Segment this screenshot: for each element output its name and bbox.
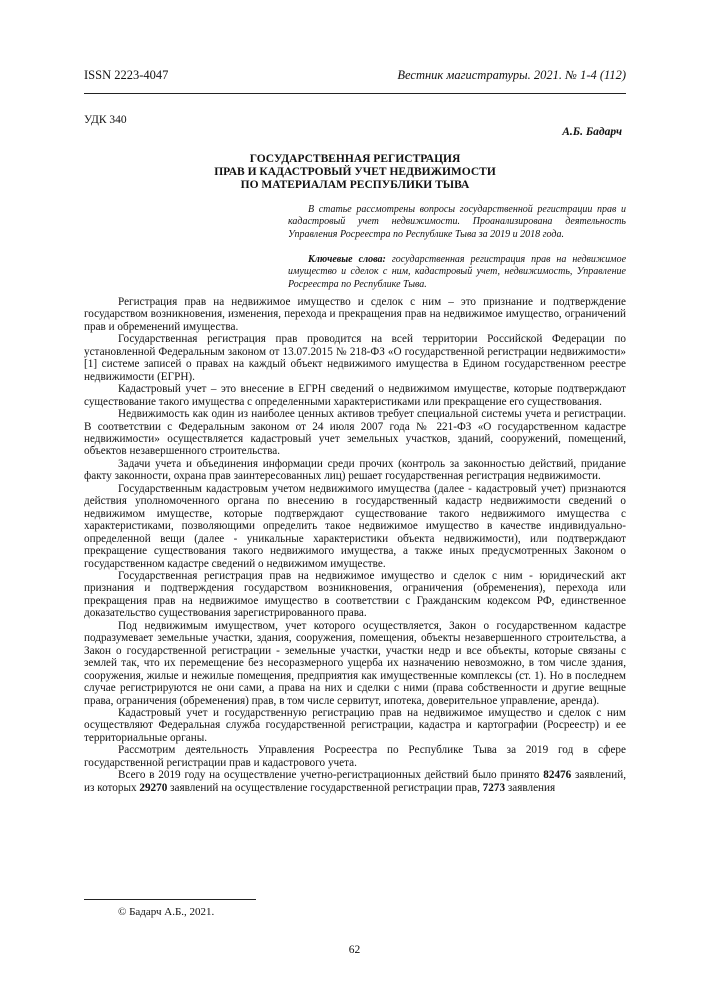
body-paragraph: Кадастровый учет – это внесение в ЕГРН сведений о недвижимом имуществе, которые подтверждают существование такого имущества с определенными характеристиками или прекращение его существования.	[84, 383, 626, 408]
title-line: ПО МАТЕРИАЛАМ РЕСПУБЛИКИ ТЫВА	[240, 179, 470, 191]
article-title	[84, 153, 626, 192]
header-rule	[84, 93, 626, 94]
body-paragraph: Задачи учета и объединения информации среди прочих (контроль за законностью действий, придание факту законности, охрана прав заинтересованных лиц) решает государственная регистрация недвижимости.	[84, 457, 626, 483]
article-body	[84, 296, 626, 794]
stat-number: 7273	[482, 781, 506, 794]
copyright-footnote: © Бадарч А.Б., 2021.	[118, 906, 215, 918]
body-paragraph: Регистрация прав на недвижимое имущество и сделок с ним – это признание и подтверждение государством возникновения, изменения, перехода и прекращения прав на недвижимое имущество, ограничений прав и обременений имущества.	[84, 296, 626, 333]
text-run: заявлений на осуществление государственной регистрации прав,	[167, 781, 483, 794]
keywords	[288, 254, 626, 291]
body-paragraph: Государственная регистрация прав на недвижимое имущество и сделок с ним - юридический акт признания и подтверждения государством возникновения, ограничения (обременения), перехода или прекращения прав на недвижимое имущество в соответствии с Гражданским кодексом РФ, единственное доказательство существования зарегистрированного права.	[84, 569, 626, 620]
udk-code: УДК 340	[84, 114, 127, 126]
body-paragraph: Государственная регистрация прав проводится на всей территории Российской Федерации по установленной Федеральным законом от 13.07.2015 № 218-ФЗ «О государственной регистрации недвижимости» [1] системе записей о правах на каждый объект недвижимого имущества в Едином государственном реестре недвижимости (ЕГРН).	[84, 333, 626, 383]
author-name: А.Б. Бадарч	[562, 126, 622, 138]
body-paragraph: Кадастровый учет и государственную регистрацию прав на недвижимое имущество и сделок с ним осуществляют Федеральная служба государственной регистрации, кадастра и картографии (Росреестр) и ее территориальные органы.	[84, 706, 626, 744]
body-paragraph-last	[84, 769, 626, 794]
title-line: ПРАВ И КАДАСТРОВЫЙ УЧЕТ НЕДВИЖИМОСТИ	[214, 166, 496, 178]
body-paragraph: Под недвижимым имуществом, учет которого осуществляется, Закон о государственном кадастре подразумевает земельные участки, здания, сооружения, помещения, объекты незавершенного строительства, а Закон о государственной регистрации - земельные участки, участки недр и все объекты, которые связаны с землей так, что их перемещение без несоразмерного ущерба их назначению невозможно, в том числе здания, сооружения, жилые и нежилые помещения, предприятия как имущественные комплексы (ст. 1). Но в последнем случае регистрируются не они сами, а права на них и сделки с ними (права собственности и другие вещные права, ограничения (обременения) прав, в том числе сервитут, ипотека, доверительное управление, аренда).	[84, 619, 626, 707]
abstract: В статье рассмотрены вопросы государственной регистрации прав и кадастровый учет недвижимости. Проанализирована деятельность Управления Росреестра по Республике Тыва за 2019 и 2018 года.	[288, 204, 626, 240]
text-run: заявления	[505, 781, 556, 794]
body-paragraph: Рассмотрим деятельность Управления Росреестра по Республике Тыва за 2019 год в сфере государственной регистрации прав и кадастрового учета.	[84, 744, 626, 769]
body-paragraph: Государственным кадастровым учетом недвижимого имущества (далее - кадастровый учет) признаются действия уполномоченного органа по внесению в государственный кадастр недвижимости сведений о недвижимом имуществе, которые подтверждают существование такого недвижимого имущества с характеристиками, позволяющими определить такое недвижимое имущество в качестве индивидуально-определенной вещи (далее - уникальные характеристики объекта недвижимости), или подтверждают прекращение существования такого недвижимого имущества, а также иных предусмотренных Законом о государственном кадастре сведений о недвижимом имуществе.	[84, 482, 626, 570]
page-number: 62	[348, 944, 361, 956]
running-header	[84, 68, 626, 86]
keywords-label: Ключевые слова:	[308, 254, 386, 265]
text-run: Всего в 2019 году на осуществление учетно-регистрационных действий было принято	[118, 769, 544, 782]
journal-title: Вестник магистратуры. 2021. № 1-4 (112)	[397, 68, 626, 82]
keywords-text: государственная регистрация прав на недвижимое имущество и сделок с ним, кадастровый учет, недвижимость, Управление Росреестра по Республике Тыва.	[288, 254, 627, 290]
text-run: заявлений, из которых	[84, 769, 626, 794]
footnote-rule	[84, 899, 256, 900]
body-paragraph: Недвижимость как один из наиболее ценных активов требует специальной системы учета и регистрации. В соответствии с Федеральным законом от 24 июля 2007 года № 221-ФЗ «О государственном кадастре недвижимости» осуществляется кадастровый учет земельных участков, зданий, сооружений, помещений, объектов незавершенного строительства.	[84, 408, 626, 458]
issn: ISSN 2223-4047	[84, 68, 169, 82]
title-line: ГОСУДАРСТВЕННАЯ РЕГИСТРАЦИЯ	[249, 153, 461, 165]
stat-number: 29270	[139, 781, 168, 794]
stat-number: 82476	[543, 769, 572, 782]
